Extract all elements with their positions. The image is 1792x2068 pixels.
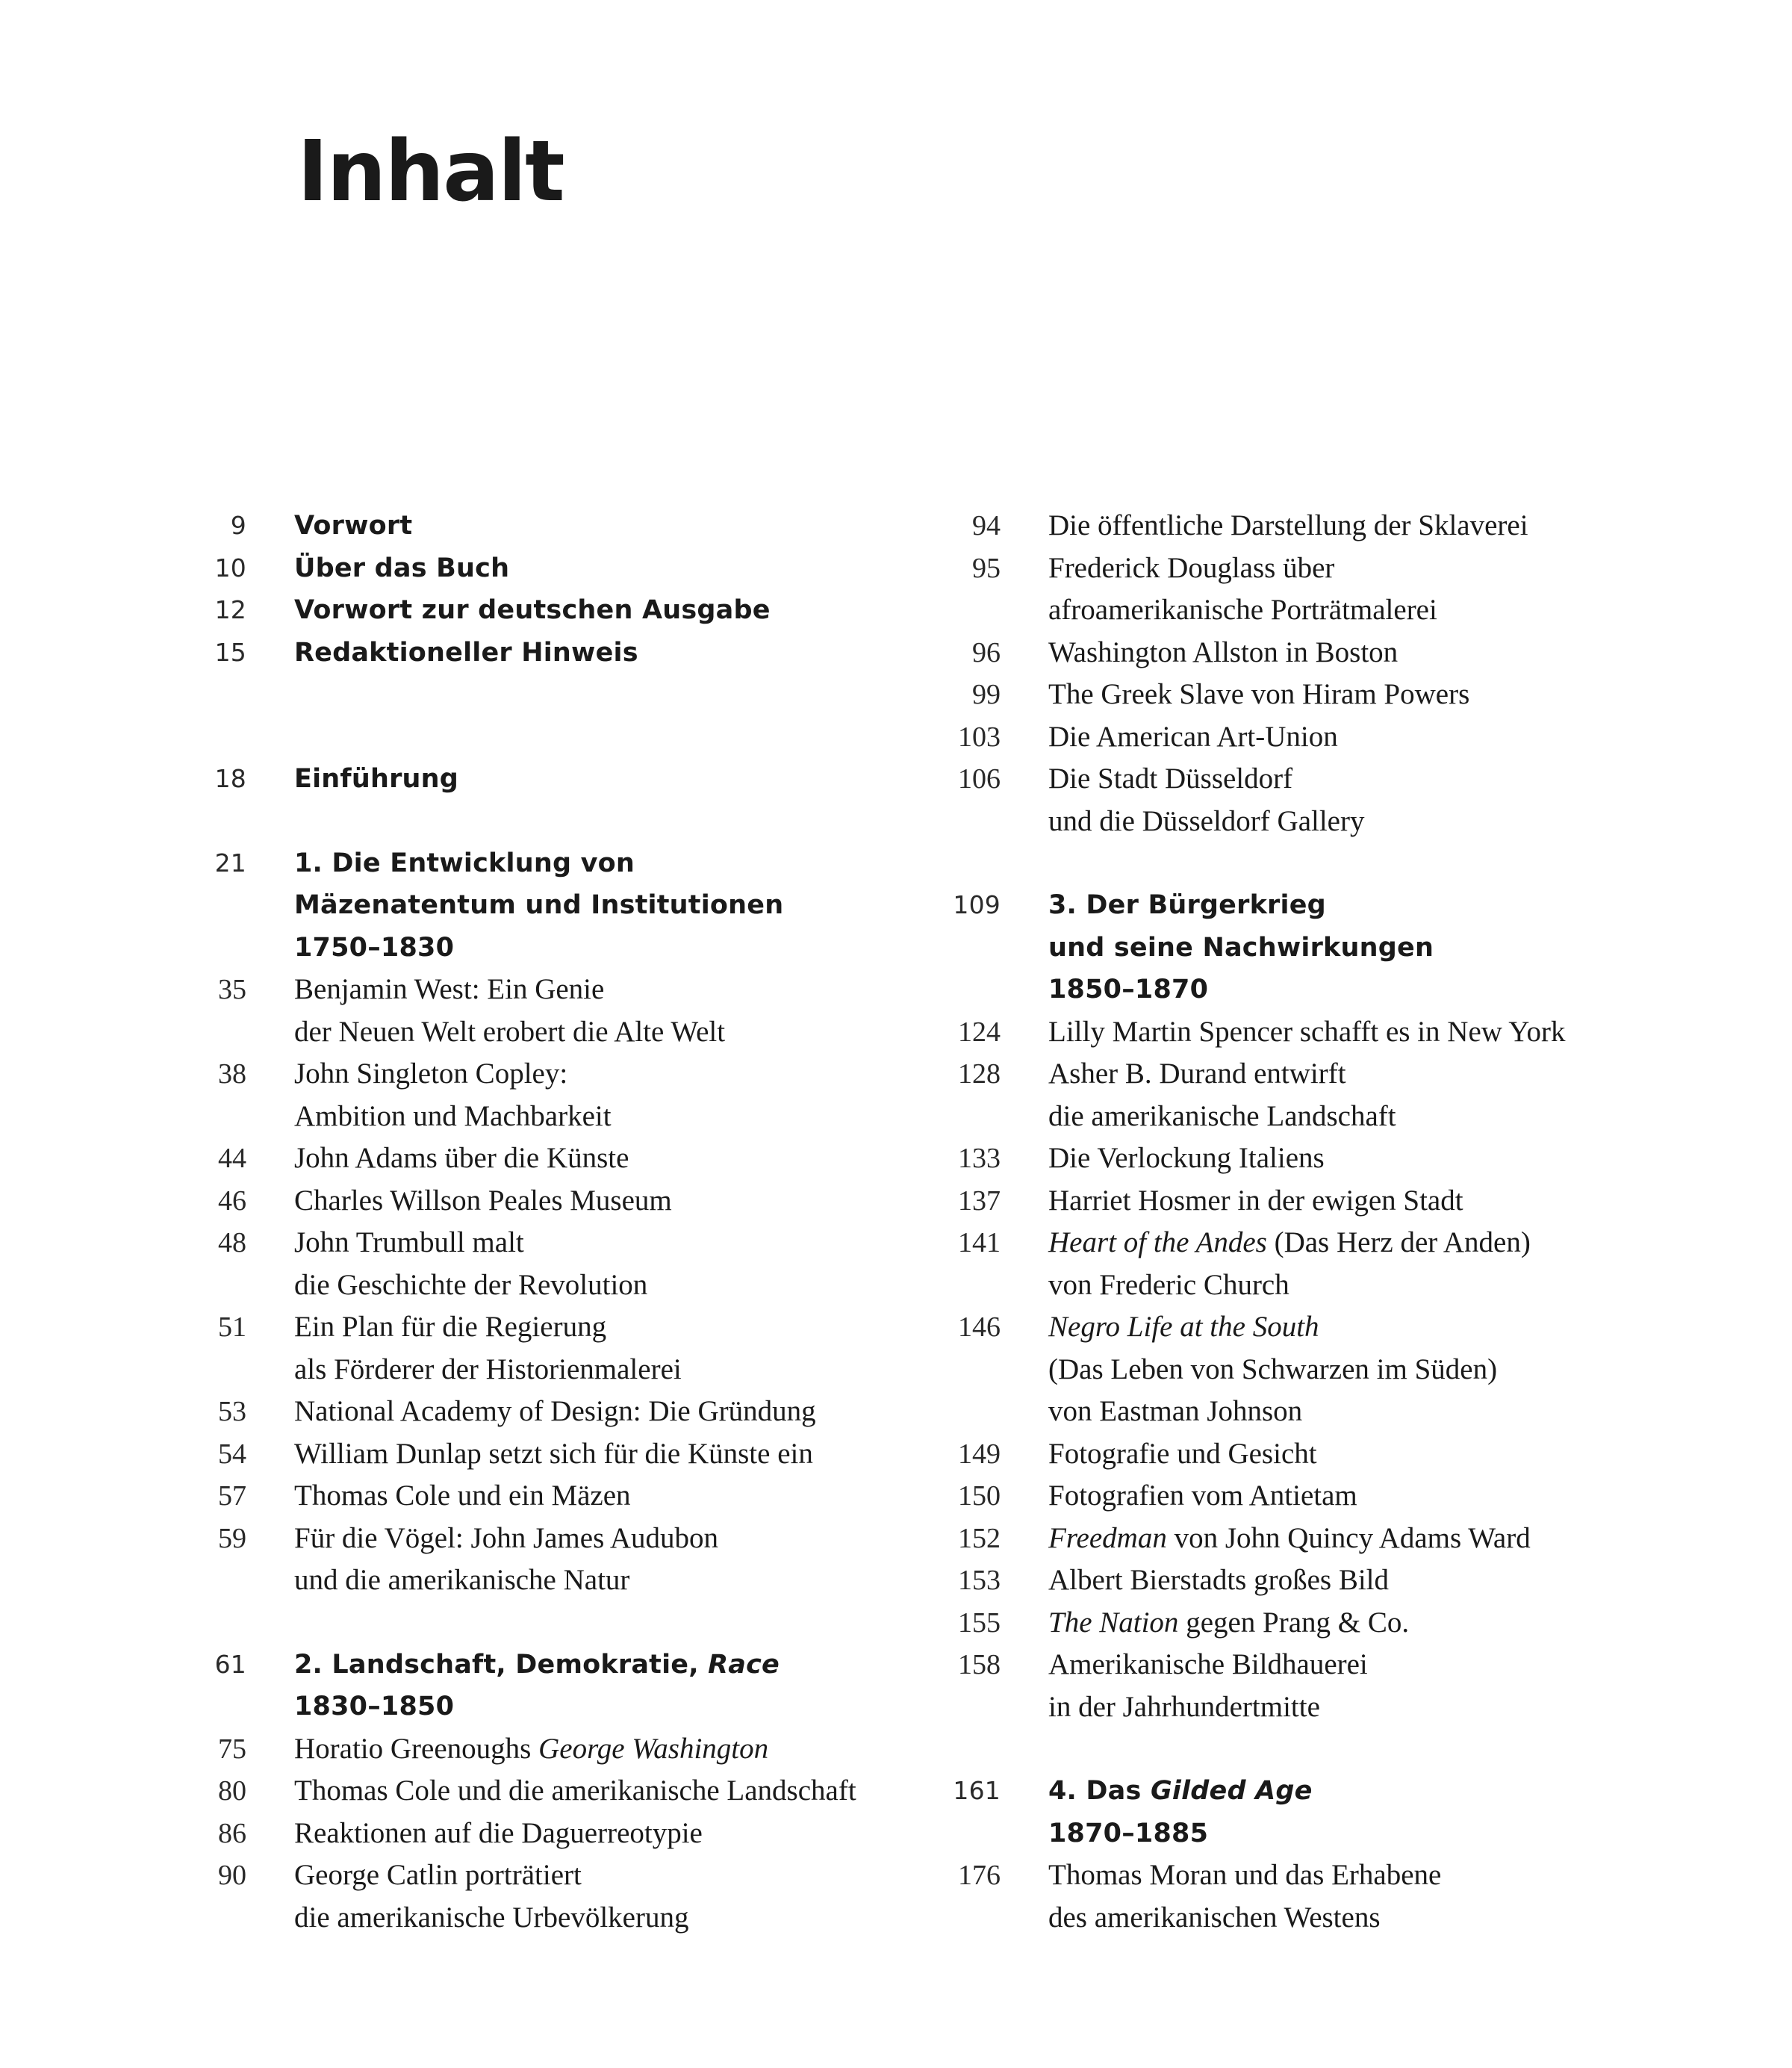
page-number: 103 (958, 721, 1001, 753)
page-number: 99 (972, 679, 1001, 710)
chapter-years: 1870–1885 (1048, 1818, 1209, 1848)
page-number: 48 (218, 1227, 246, 1258)
entry-title-line: Fotografie und Gesicht (1048, 1437, 1317, 1470)
entry-title-line: Ambition und Machbarkeit (294, 1099, 612, 1132)
entry-title-line: Die Stadt Düsseldorf (1048, 763, 1293, 795)
page-number: 146 (958, 1311, 1001, 1343)
page-number: 80 (218, 1775, 246, 1807)
entry-title-line: Washington Allston in Boston (1048, 636, 1399, 668)
chapter-years: 1830–1850 (294, 1692, 455, 1721)
toc-entry[interactable] (172, 1854, 889, 1939)
toc-entry[interactable] (926, 1011, 1673, 1054)
entry-title-line: von Eastman Johnson (1048, 1395, 1303, 1427)
entry-title-line: Reaktionen auf die Daguerreotypie (294, 1816, 703, 1849)
page-number: 38 (218, 1058, 246, 1090)
toc-entry[interactable] (172, 1770, 889, 1813)
toc-entry[interactable] (926, 716, 1673, 759)
toc-right-column (926, 505, 1673, 1939)
toc-entry[interactable] (926, 1306, 1673, 1433)
toc-entry[interactable] (172, 1728, 889, 1771)
entry-title: Über das Buch (294, 553, 510, 583)
entry-title-line: John Adams über die Künste (294, 1142, 629, 1174)
page-number: 158 (958, 1649, 1001, 1680)
toc-entry[interactable] (926, 1180, 1673, 1223)
entry-title-line: Für die Vögel: John James Audubon (294, 1521, 719, 1554)
entry-title-line: die amerikanische Landschaft (1048, 1099, 1396, 1132)
toc-entry[interactable] (926, 758, 1673, 842)
page-number: 155 (958, 1606, 1001, 1639)
entry-title-line: Fotografien vom Antietam (1048, 1479, 1357, 1512)
page-number: 51 (218, 1311, 246, 1343)
page-number: 133 (958, 1143, 1001, 1174)
page-number: 86 (218, 1817, 246, 1849)
toc-entry[interactable] (926, 1602, 1673, 1645)
entry-title-line: Thomas Cole und ein Mäzen (294, 1479, 631, 1512)
entry-title-line: von Frederic Church (1048, 1268, 1289, 1301)
chapter-title-italic: Gilded Age (1150, 1776, 1313, 1806)
entry-title-line: Albert Bierstadts großes Bild (1048, 1564, 1390, 1596)
page-number: 18 (214, 764, 246, 793)
toc-entry[interactable] (926, 1854, 1673, 1939)
entry-title-line: Thomas Moran und das Erhabene (1048, 1859, 1442, 1891)
toc-entry[interactable] (172, 1180, 889, 1223)
toc-chapter-4[interactable] (926, 1770, 1673, 1854)
toc-entry[interactable] (172, 1518, 889, 1602)
page-number: 95 (972, 552, 1001, 584)
toc-chapter-1[interactable] (172, 842, 889, 969)
entry-title: Redaktioneller Hinweis (294, 637, 638, 668)
chapter-title-line: 2. Landschaft, Demokratie, (294, 1649, 709, 1680)
page-number: 9 (230, 511, 246, 540)
chapter-title-line: Mäzenatentum und Institutionen (294, 890, 784, 920)
page-number: 149 (958, 1438, 1001, 1470)
page-number: 150 (958, 1480, 1001, 1512)
entry-title-italic: Negro Life at the South (1048, 1311, 1319, 1343)
page-number: 44 (218, 1143, 246, 1174)
page-number: 21 (214, 848, 246, 878)
page-number: 137 (958, 1184, 1001, 1217)
toc-entry[interactable] (172, 969, 889, 1053)
toc-chapter-2[interactable] (172, 1644, 889, 1728)
entry-title-line: Die öffentliche Darstellung der Sklaverei (1048, 509, 1528, 541)
entry-title-line: Die American Art-Union (1048, 720, 1338, 753)
entry-title-line: Charles Willson Peales Museum (294, 1184, 672, 1217)
toc-entry[interactable] (926, 674, 1673, 716)
page-number: 94 (972, 510, 1001, 541)
page-number: 46 (218, 1184, 246, 1217)
chapter-title-italic: Race (708, 1649, 780, 1680)
page-number: 57 (218, 1480, 246, 1512)
entry-title-line: Harriet Hosmer in der ewigen Stadt (1048, 1184, 1463, 1217)
entry-title: Vorwort (294, 511, 413, 541)
page-number: 128 (958, 1058, 1001, 1090)
toc-entry[interactable] (172, 1137, 889, 1180)
entry-title-line: Amerikanische Bildhauerei (1048, 1648, 1368, 1680)
entry-title-line: Lilly Martin Spencer schafft es in New York (1048, 1015, 1566, 1048)
page-number: 15 (214, 637, 246, 667)
page-number: 152 (958, 1522, 1001, 1554)
entry-title-line: des amerikanischen Westens (1048, 1901, 1381, 1934)
toc-entry[interactable] (172, 1813, 889, 1855)
toc-chapter-3[interactable] (926, 884, 1673, 1011)
page-number: 124 (958, 1016, 1001, 1048)
toc-entry[interactable] (172, 1053, 889, 1137)
toc-left-column (172, 505, 889, 1939)
page-number: 12 (214, 595, 246, 624)
toc-entry[interactable] (172, 1222, 889, 1306)
entry-title-italic: Freedman (1048, 1521, 1167, 1554)
toc-entry[interactable] (926, 1053, 1673, 1137)
entry-title-line: afroamerikanische Porträtmalerei (1048, 594, 1437, 626)
page-number: 61 (214, 1649, 246, 1679)
entry-title-italic: The Nation (1048, 1606, 1179, 1639)
entry-title-line: Thomas Cole und die amerikanische Landschaft (294, 1774, 856, 1807)
page-number: 10 (214, 553, 246, 583)
toc-entry-ueber-das-buch[interactable] (172, 547, 889, 590)
page-number: 90 (218, 1860, 246, 1891)
entry-title-line: George Catlin porträtiert (294, 1859, 582, 1891)
toc-entry[interactable] (926, 1433, 1673, 1476)
entry-title-line: William Dunlap setzt sich für die Künste ein (294, 1437, 813, 1470)
page-number: 59 (218, 1522, 246, 1554)
entry-title-line: und die Düsseldorf Gallery (1048, 804, 1365, 837)
page-number: 53 (218, 1396, 246, 1427)
page-number: 176 (958, 1860, 1001, 1891)
toc-entry[interactable] (172, 1391, 889, 1433)
entry-title-line: (Das Herz der Anden) (1266, 1226, 1531, 1258)
toc-entry-vorwort[interactable] (172, 505, 889, 547)
toc-entry[interactable] (926, 632, 1673, 674)
chapter-years: 1850–1870 (1048, 975, 1209, 1004)
page-number: 141 (958, 1227, 1001, 1258)
toc-entry[interactable] (926, 1475, 1673, 1518)
entry-title-line: Ein Plan für die Regierung (294, 1311, 607, 1343)
toc-entry[interactable] (926, 1222, 1673, 1306)
toc-entry[interactable] (172, 1475, 889, 1518)
toc-entry[interactable] (172, 1433, 889, 1476)
toc-entry[interactable] (926, 505, 1673, 547)
entry-title-line: (Das Leben von Schwarzen im Süden) (1048, 1353, 1498, 1385)
page-number: 96 (972, 636, 1001, 668)
entry-title-line: Die Verlockung Italiens (1048, 1142, 1325, 1174)
toc-entry[interactable] (926, 1644, 1673, 1728)
entry-title-line: The Greek Slave von Hiram Powers (1048, 678, 1470, 710)
entry-title-line: als Förderer der Historienmalerei (294, 1353, 682, 1385)
entry-title-line: Asher B. Durand entwirft (1048, 1058, 1346, 1090)
toc-entry[interactable] (172, 1306, 889, 1391)
page-number: 153 (958, 1565, 1001, 1596)
entry-title-italic: Heart of the Andes (1048, 1226, 1267, 1258)
page-number: 109 (953, 890, 1001, 919)
toc-entry[interactable] (926, 547, 1673, 632)
entry-title-line: John Singleton Copley: (294, 1058, 568, 1090)
chapter-title-line: 1. Die Entwicklung von (294, 848, 635, 878)
entry-title-line: Horatio Greenoughs (294, 1732, 539, 1765)
entry-title-line: in der Jahrhundertmitte (1048, 1690, 1320, 1723)
toc-entry[interactable] (926, 1559, 1673, 1602)
entry-title-line: die Geschichte der Revolution (294, 1268, 648, 1301)
toc-entry[interactable] (926, 1518, 1673, 1560)
page-number: 161 (953, 1776, 1001, 1805)
page-number: 54 (218, 1438, 246, 1470)
entry-title-line: National Academy of Design: Die Gründung (294, 1395, 816, 1427)
entry-title-line: der Neuen Welt erobert die Alte Welt (294, 1015, 726, 1048)
chapter-title-line: und seine Nachwirkungen (1048, 932, 1434, 963)
page-title: Inhalt (297, 123, 564, 220)
chapter-title-line: 4. Das (1048, 1776, 1151, 1806)
entry-title-line: und die amerikanische Natur (294, 1564, 630, 1596)
page-number: 106 (958, 763, 1001, 795)
entry-title-line: die amerikanische Urbevölkerung (294, 1901, 689, 1934)
toc-entry-einfuehrung[interactable] (172, 758, 889, 801)
entry-title: Vorwort zur deutschen Ausgabe (294, 595, 771, 625)
entry-title-line: Frederick Douglass über (1048, 551, 1335, 584)
toc-entry-redaktioneller-hinweis[interactable] (172, 632, 889, 674)
page-number: 75 (218, 1733, 246, 1765)
entry-title-line: John Trumbull malt (294, 1226, 524, 1258)
entry-title: Einführung (294, 764, 459, 794)
entry-title-line: gegen Prang & Co. (1178, 1606, 1410, 1639)
entry-title-italic: George Washington (538, 1732, 769, 1765)
page-number: 35 (218, 974, 246, 1005)
entry-title-line: Benjamin West: Ein Genie (294, 973, 605, 1005)
chapter-title-line: 3. Der Bürgerkrieg (1048, 890, 1326, 920)
toc-entry[interactable] (926, 1137, 1673, 1180)
toc-entry-vorwort-deutsch[interactable] (172, 589, 889, 632)
entry-title-line: von John Quincy Adams Ward (1166, 1521, 1531, 1554)
chapter-years: 1750–1830 (294, 932, 455, 963)
